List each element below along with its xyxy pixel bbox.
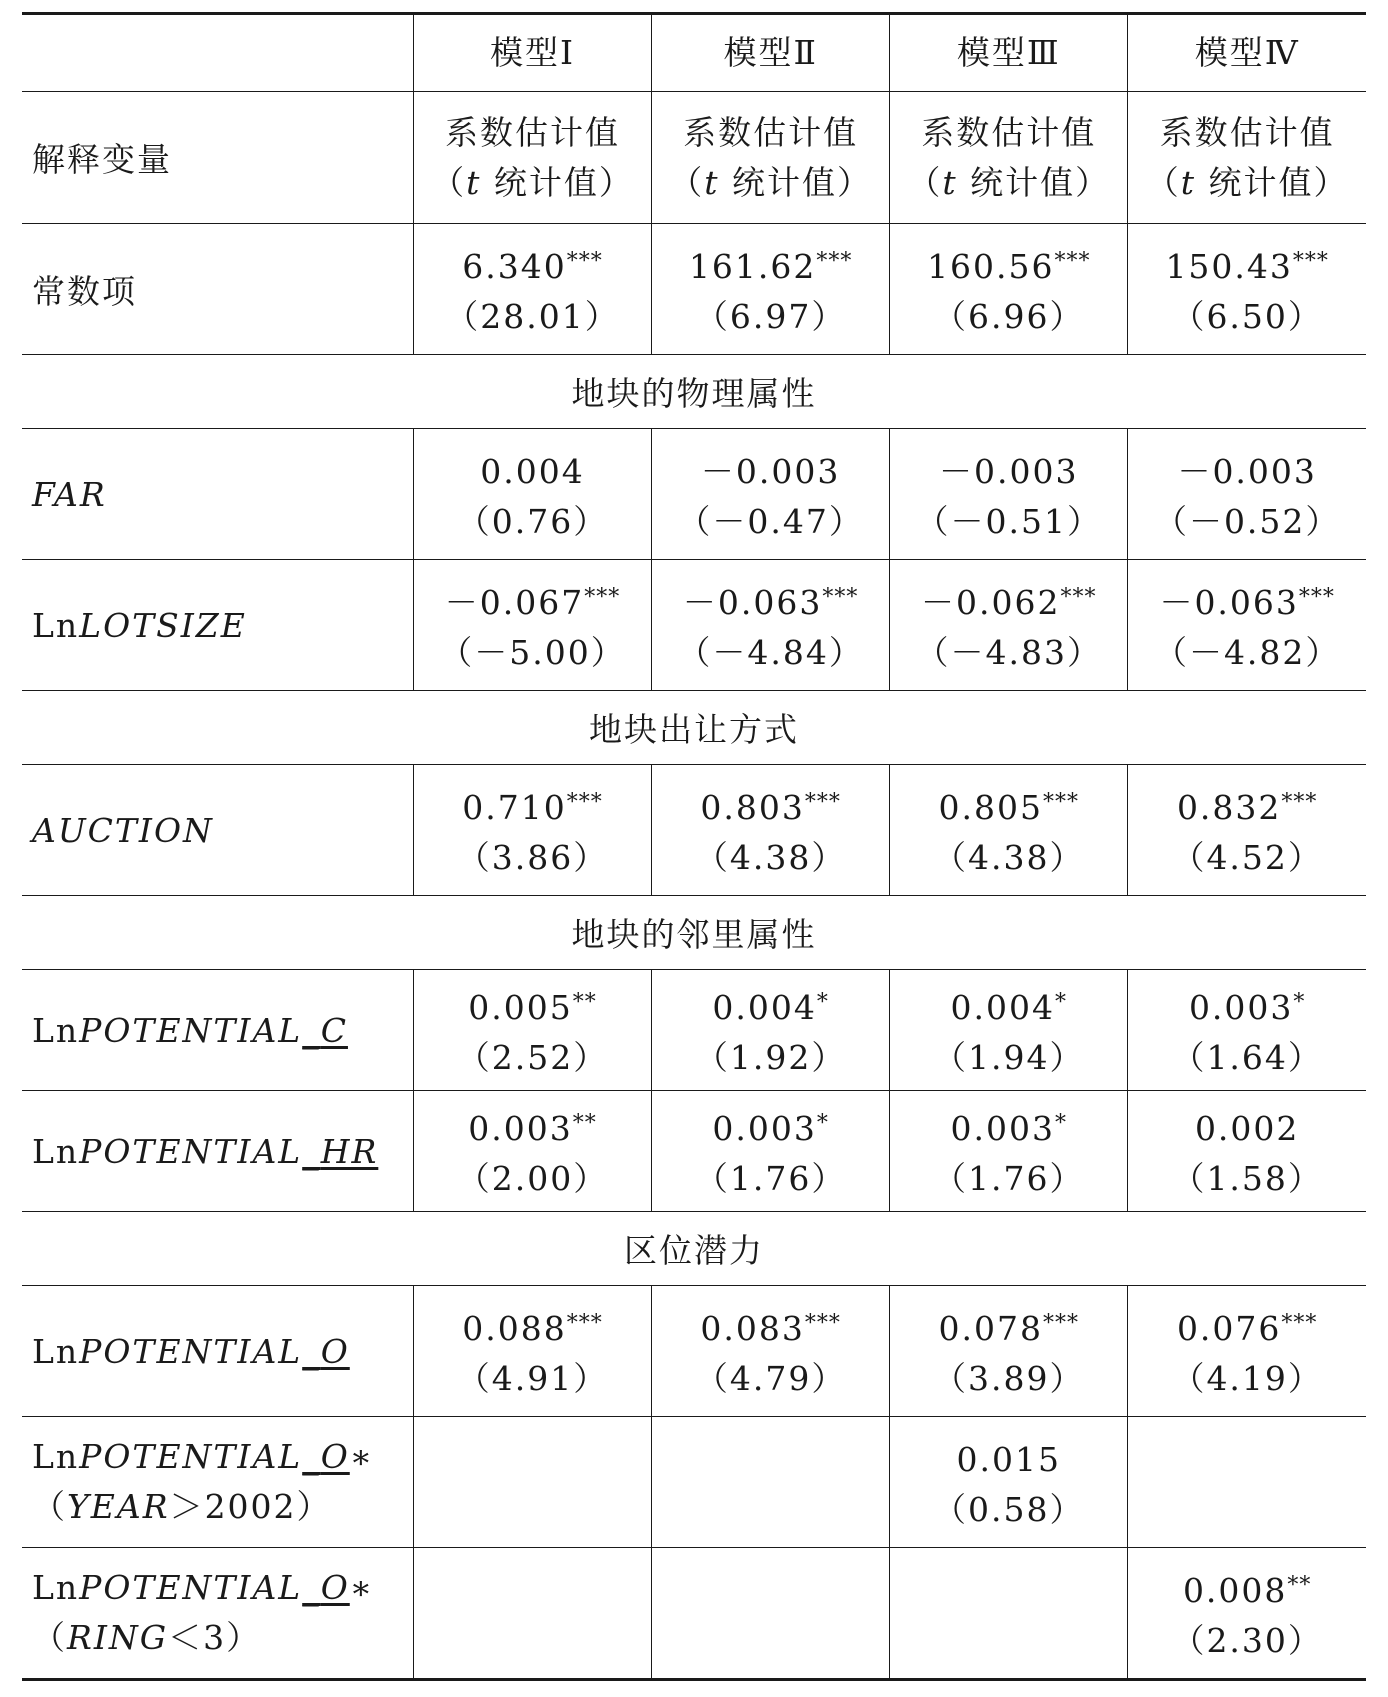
coef-header xyxy=(413,92,651,224)
coef-header xyxy=(652,92,890,224)
coef-cell xyxy=(652,1548,890,1680)
section-location-title: 区位潜力 xyxy=(22,1212,1366,1286)
coef-cell: 0.003* （1.76） xyxy=(890,1091,1128,1212)
coef-cell xyxy=(413,1417,651,1548)
model-4-header: 模型Ⅳ xyxy=(1128,14,1366,92)
tstat-label: （t 统计值） xyxy=(1145,162,1349,202)
coef-cell: 0.008** （2.30） xyxy=(1128,1548,1366,1680)
coef-cell: －0.062*** （－4.83） xyxy=(890,560,1128,691)
section-row xyxy=(22,1212,1366,1286)
coef-cell: 160.56*** （6.96） xyxy=(890,224,1128,355)
coef-cell: 0.805*** （4.38） xyxy=(890,765,1128,896)
row-potential-o-ring xyxy=(22,1548,1366,1680)
coef-cell: －0.067*** （－5.00） xyxy=(413,560,651,691)
row-constant xyxy=(22,224,1366,355)
coef-cell: 0.083*** （4.79） xyxy=(652,1286,890,1417)
coef-cell: 6.340*** （28.01） xyxy=(413,224,651,355)
coef-cell: 0.002 （1.58） xyxy=(1128,1091,1366,1212)
coef-cell: －0.063*** （－4.84） xyxy=(652,560,890,691)
section-row xyxy=(22,355,1366,429)
tstat-label: （t 统计值） xyxy=(907,162,1111,202)
coef-cell xyxy=(1128,1417,1366,1548)
row-label: LnPOTENTIAL_C xyxy=(22,970,413,1091)
model-2-header: 模型Ⅱ xyxy=(652,14,890,92)
coef-cell: 0.088*** （4.91） xyxy=(413,1286,651,1417)
coef-cell xyxy=(890,1548,1128,1680)
row-label: AUCTION xyxy=(22,765,413,896)
row-label: LnPOTENTIAL_O∗ （RING＜3） xyxy=(22,1548,413,1680)
row-lotsize xyxy=(22,560,1366,691)
row-potential-o xyxy=(22,1286,1366,1417)
coef-cell: 0.004* （1.94） xyxy=(890,970,1128,1091)
coef-label: 系数估计值 xyxy=(445,112,621,152)
row-label: 常数项 xyxy=(22,224,413,355)
row-auction xyxy=(22,765,1366,896)
coef-cell: －0.003 （－0.52） xyxy=(1128,429,1366,560)
header-row xyxy=(22,14,1366,92)
coef-cell xyxy=(413,1548,651,1680)
explanatory-variable-label: 解释变量 xyxy=(22,92,413,224)
model-3-header: 模型Ⅲ xyxy=(890,14,1128,92)
row-label: LnPOTENTIAL_O∗ （YEAR＞2002） xyxy=(22,1417,413,1548)
coef-cell: 0.003** （2.00） xyxy=(413,1091,651,1212)
coef-label: 系数估计值 xyxy=(921,112,1097,152)
coef-cell: 0.803*** （4.38） xyxy=(652,765,890,896)
tstat-label: （t 统计值） xyxy=(669,162,873,202)
coef-cell: 0.832*** （4.52） xyxy=(1128,765,1366,896)
coef-label: 系数估计值 xyxy=(1159,112,1335,152)
row-label: LnPOTENTIAL_O xyxy=(22,1286,413,1417)
coef-header xyxy=(1128,92,1366,224)
row-label: FAR xyxy=(22,429,413,560)
section-neighborhood-title: 地块的邻里属性 xyxy=(22,896,1366,970)
row-potential-o-year xyxy=(22,1417,1366,1548)
subheader-row xyxy=(22,92,1366,224)
coef-cell: －0.063*** （－4.82） xyxy=(1128,560,1366,691)
row-label: LnLOTSIZE xyxy=(22,560,413,691)
coef-cell: 0.710*** （3.86） xyxy=(413,765,651,896)
coef-cell: －0.003 （－0.47） xyxy=(652,429,890,560)
row-potential-hr xyxy=(22,1091,1366,1212)
tstat-label: （t 统计值） xyxy=(431,162,634,202)
section-transfer-title: 地块出让方式 xyxy=(22,691,1366,765)
regression-table xyxy=(22,12,1366,1681)
header-corner xyxy=(22,14,413,92)
section-row xyxy=(22,896,1366,970)
section-row xyxy=(22,691,1366,765)
coef-cell: 0.015 （0.58） xyxy=(890,1417,1128,1548)
coef-cell: 161.62*** （6.97） xyxy=(652,224,890,355)
coef-cell: 0.003* （1.64） xyxy=(1128,970,1366,1091)
section-physical-title: 地块的物理属性 xyxy=(22,355,1366,429)
coef-label: 系数估计值 xyxy=(683,112,859,152)
coef-cell xyxy=(652,1417,890,1548)
coef-cell: 0.003* （1.76） xyxy=(652,1091,890,1212)
coef-header xyxy=(890,92,1128,224)
row-far xyxy=(22,429,1366,560)
row-potential-c xyxy=(22,970,1366,1091)
row-label: LnPOTENTIAL_HR xyxy=(22,1091,413,1212)
coef-cell: 150.43*** （6.50） xyxy=(1128,224,1366,355)
model-1-header: 模型Ⅰ xyxy=(413,14,651,92)
coef-cell: 0.004 （0.76） xyxy=(413,429,651,560)
coef-cell: 0.076*** （4.19） xyxy=(1128,1286,1366,1417)
coef-cell: 0.005** （2.52） xyxy=(413,970,651,1091)
coef-cell: 0.004* （1.92） xyxy=(652,970,890,1091)
coef-cell: －0.003 （－0.51） xyxy=(890,429,1128,560)
coef-cell: 0.078*** （3.89） xyxy=(890,1286,1128,1417)
